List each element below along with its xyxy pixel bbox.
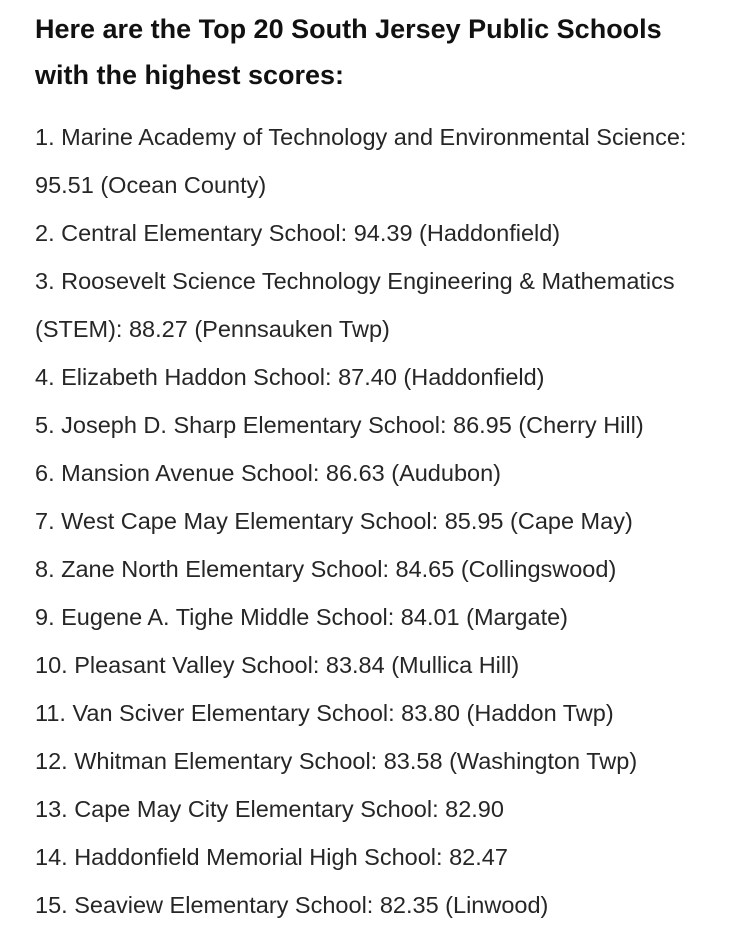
list-item: 6. Mansion Avenue School: 86.63 (Audubon) [35,460,501,486]
article-content [35,6,722,929]
list-item: 3. Roosevelt Science Technology Engineering & Mathematics (STEM): 88.27 (Pennsauken Twp) [35,268,675,342]
list-item: 14. Haddonfield Memorial High School: 82.47 [35,844,508,870]
list-item: 9. Eugene A. Tighe Middle School: 84.01 (Margate) [35,604,568,630]
list-item: 12. Whitman Elementary School: 83.58 (Washington Twp) [35,748,638,774]
list-item: 10. Pleasant Valley School: 83.84 (Mullica Hill) [35,652,520,678]
list-item: 7. West Cape May Elementary School: 85.95 (Cape May) [35,508,633,534]
article-heading: Here are the Top 20 South Jersey Public Schools with the highest scores: [35,14,662,90]
list-item: 2. Central Elementary School: 94.39 (Haddonfield) [35,220,561,246]
list-item: 13. Cape May City Elementary School: 82.90 [35,796,504,822]
list-item: 1. Marine Academy of Technology and Environmental Science: 95.51 (Ocean County) [35,124,687,198]
list-item: 5. Joseph D. Sharp Elementary School: 86.95 (Cherry Hill) [35,412,644,438]
list-item: 8. Zane North Elementary School: 84.65 (Collingswood) [35,556,617,582]
list-item: 4. Elizabeth Haddon School: 87.40 (Haddonfield) [35,364,545,390]
school-ranking-list [35,113,722,929]
list-item: 11. Van Sciver Elementary School: 83.80 (Haddon Twp) [35,700,614,726]
list-item: 15. Seaview Elementary School: 82.35 (Linwood) [35,892,549,918]
